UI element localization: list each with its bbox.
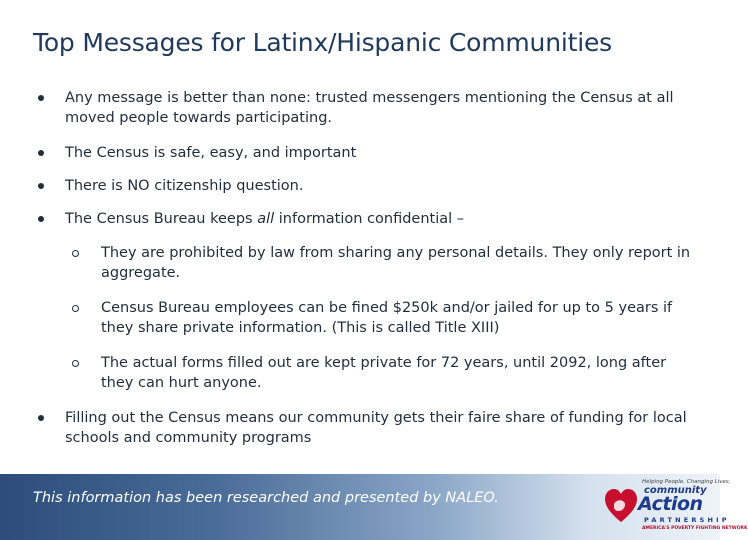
community-action-logo xyxy=(604,478,748,536)
bullet-text: There is NO citizenship question. xyxy=(65,178,304,194)
sub-bullet-item xyxy=(101,298,691,338)
bullet-dot-icon xyxy=(38,216,44,222)
slide-title: Top Messages for Latinx/Hispanic Communities xyxy=(33,28,612,57)
sub-bullet-item xyxy=(101,353,691,393)
bullet-text-after: information confidential – xyxy=(274,211,465,227)
sub-bullet-text: They are prohibited by law from sharing any personal details. They only report in aggregate. xyxy=(101,245,691,281)
bullet-item xyxy=(65,209,695,229)
hollow-bullet-icon xyxy=(72,360,79,367)
bullet-dot-icon xyxy=(38,95,44,101)
footer-banner xyxy=(0,474,748,540)
logo-tagline: Helping People. Changing Lives. xyxy=(642,479,731,485)
logo-subline: AMERICA'S POVERTY FIGHTING NETWORK xyxy=(642,526,748,531)
bullet-text-emphasis: all xyxy=(257,211,275,227)
hollow-bullet-icon xyxy=(72,305,79,312)
logo-word-action: Action xyxy=(638,493,703,515)
logo-word-partnership: PARTNERSHIP xyxy=(644,516,730,524)
bullet-dot-icon xyxy=(38,150,44,156)
footer-attribution: This information has been researched and presented by NALEO. xyxy=(33,490,499,506)
sub-bullet-text: The actual forms filled out are kept private for 72 years, until 2092, long after they can hurt anyone. xyxy=(101,355,667,391)
bullet-text: Any message is better than none: trusted messengers mentioning the Census at all moved people towards participating. xyxy=(65,90,674,126)
bullet-item xyxy=(65,143,695,163)
bullet-text-before: The Census Bureau keeps xyxy=(65,211,258,227)
hollow-bullet-icon xyxy=(72,250,79,257)
bullet-text: The Census is safe, easy, and important xyxy=(65,145,357,161)
bullet-dot-icon xyxy=(38,183,44,189)
bullet-dot-icon xyxy=(38,415,44,421)
bullet-item xyxy=(65,408,695,448)
sub-bullet-item xyxy=(101,243,691,283)
bullet-text: Filling out the Census means our community gets their faire share of funding for local schools and community programs xyxy=(65,410,687,446)
bullet-item xyxy=(65,176,695,196)
sub-bullet-text: Census Bureau employees can be fined $250k and/or jailed for up to 5 years if they share private information. (This is called Title XIII) xyxy=(101,300,673,336)
heart-hand-icon xyxy=(604,486,638,526)
logo-word-community: community xyxy=(644,485,707,496)
bullet-item xyxy=(65,88,695,128)
